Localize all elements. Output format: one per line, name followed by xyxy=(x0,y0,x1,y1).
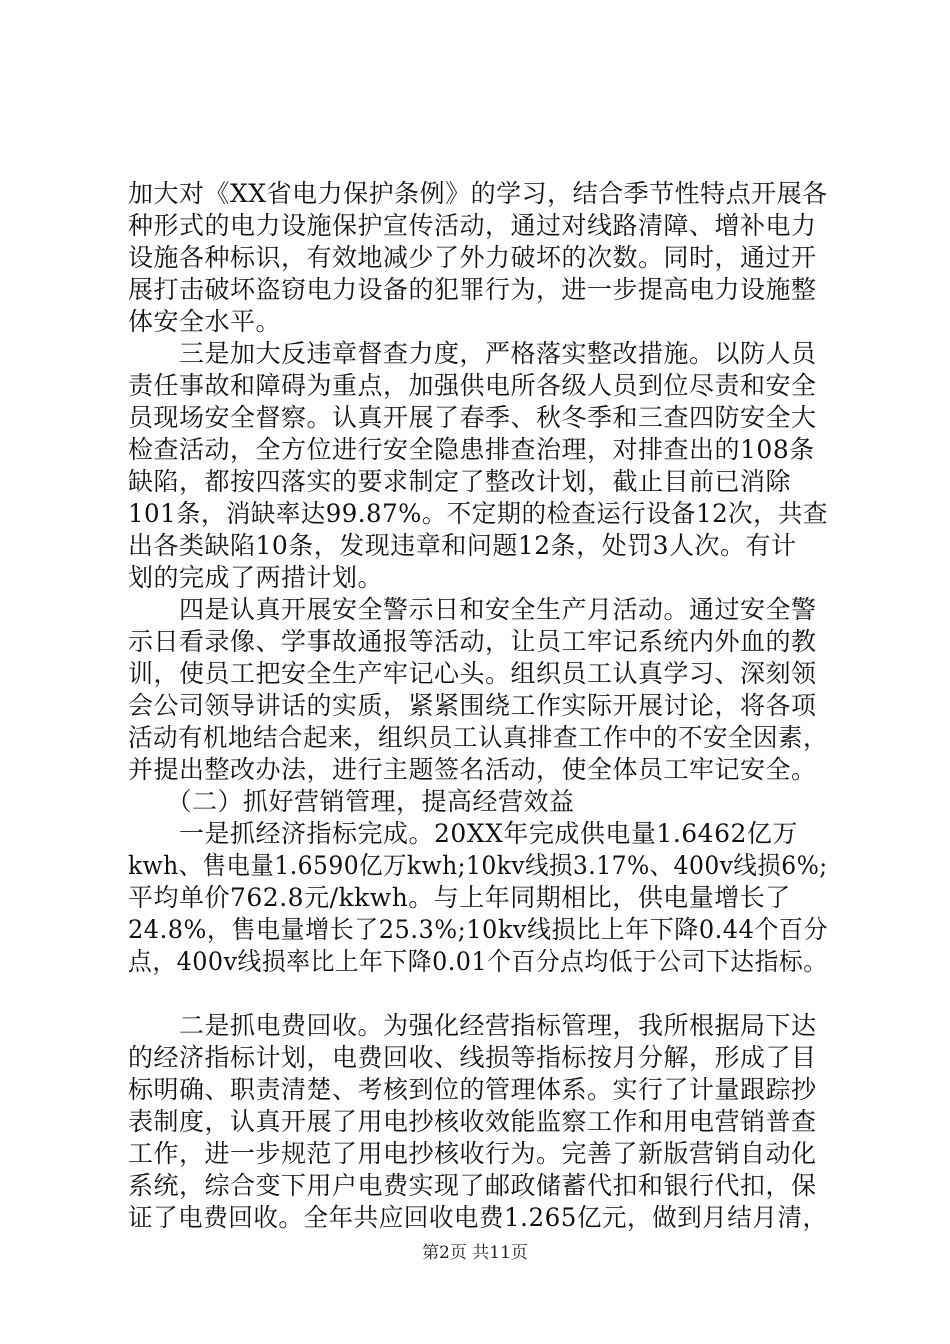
text-line: 一是抓经济指标完成。20XX年完成供电量1.6462亿万 xyxy=(128,819,798,848)
text-line: 设施各种标识，有效地减少了外力破坏的次数。同时，通过开 xyxy=(128,243,817,272)
text-line: kwh、售电量1.6590亿万kwh;10kv线损3.17%、400v线损6%; xyxy=(128,851,828,880)
text-line: 24.8%，售电量增长了25.3%;10kv线损比上年下降0.44个百分 xyxy=(128,915,829,944)
text-line: 缺陷，都按四落实的要求制定了整改计划，截止目前已消除 xyxy=(128,467,792,496)
text-line: 示日看录像、学事故通报等活动，让员工牢记系统内外血的教 xyxy=(128,627,817,656)
text-line: 体安全水平。 xyxy=(128,307,282,336)
text-line: 训，使员工把安全生产牢记心头。组织员工认真学习、深刻领 xyxy=(128,659,817,688)
text-line: 表制度，认真开展了用电抄核收效能监察工作和用电营销普查 xyxy=(128,1107,817,1136)
text-line: 划的完成了两措计划。 xyxy=(128,563,384,592)
text-line: 展打击破坏盗窃电力设备的犯罪行为，进一步提高电力设施整 xyxy=(128,275,817,304)
text-line: 员现场安全督察。认真开展了春季、秋冬季和三查四防安全大 xyxy=(128,403,817,432)
text-line: 系统，综合变下用户电费实现了邮政储蓄代扣和银行代扣，保 xyxy=(128,1171,817,1200)
text-line: 会公司领导讲话的实质，紧紧围绕工作实际开展讨论，将各项 xyxy=(128,691,817,720)
text-line: 证了电费回收。全年共应回收电费1.265亿元，做到月结月清， xyxy=(128,1203,828,1232)
text-line: 点，400v线损率比上年下降0.01个百分点均低于公司下达指标。 xyxy=(128,947,828,976)
text-line: 种形式的电力设施保护宣传活动，通过对线路清障、增补电力 xyxy=(128,211,817,240)
text-line: 标明确、职责清楚、考核到位的管理体系。实行了计量跟踪抄 xyxy=(128,1075,817,1104)
text-line: 出各类缺陷10条，发现违章和问题12条，处罚3人次。有计 xyxy=(128,531,797,560)
text-line: 并提出整改办法，进行主题签名活动，使全体员工牢记安全。 xyxy=(128,755,817,784)
text-line: 工作，进一步规范了用电抄核收行为。完善了新版营销自动化 xyxy=(128,1139,817,1168)
text-line: 的经济指标计划，电费回收、线损等指标按月分解，形成了目 xyxy=(128,1043,817,1072)
text-line: 二是抓电费回收。为强化经营指标管理，我所根据局下达 xyxy=(128,1011,817,1040)
page-footer: 第2页 共11页 xyxy=(422,1243,528,1263)
text-line: （二）抓好营销管理，提高经营效益 xyxy=(128,787,575,816)
text-line: 责任事故和障碍为重点，加强供电所各级人员到位尽责和安全 xyxy=(128,371,817,400)
text-line: 加大对《XX省电力保护条例》的学习，结合季节性特点开展各 xyxy=(128,179,828,208)
text-line: 101条，消缺率达99.87%。不定期的检查运行设备12次，共查 xyxy=(128,499,828,528)
text-line: 活动有机地结合起来，组织员工认真排查工作中的不安全因素， xyxy=(128,723,829,752)
text-line: 检查活动，全方位进行安全隐患排查治理，对排查出的108条 xyxy=(128,435,815,464)
text-line: 四是认真开展安全警示日和安全生产月活动。通过安全警 xyxy=(128,595,817,624)
text-line: 平均单价762.8元/kkwh。与上年同期相比，供电量增长了 xyxy=(128,883,791,912)
text-line: 三是加大反违章督查力度，严格落实整改措施。以防人员 xyxy=(128,339,817,368)
